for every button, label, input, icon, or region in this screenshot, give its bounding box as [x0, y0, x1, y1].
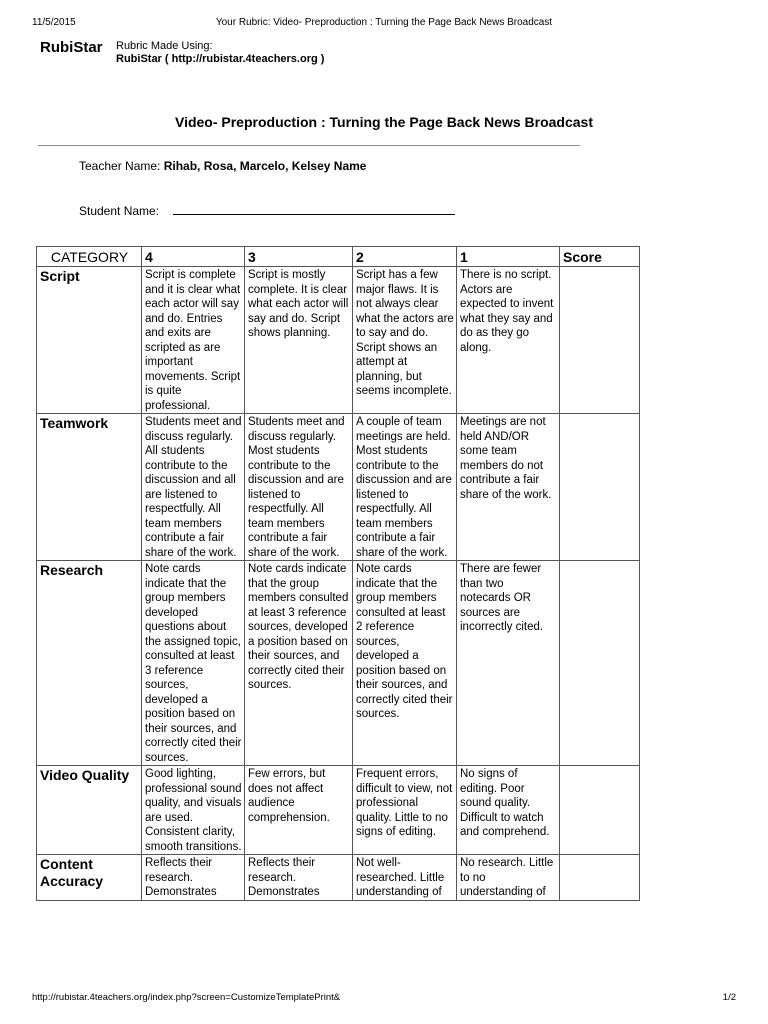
criteria-cell: Reflects their research. Demonstrates: [142, 855, 245, 901]
header-level-2: 2: [353, 247, 457, 267]
brand-logo: RubiStar: [40, 39, 103, 56]
table-row: [37, 855, 640, 901]
criteria-cell: Few errors, but does not affect audience comprehension.: [245, 766, 353, 855]
criteria-cell: Note cards indicate that the group members consulted at least 3 reference sources, developed a position based on their sources, and correctly cited their sources.: [245, 561, 353, 766]
made-using: [116, 40, 324, 66]
criteria-cell: Script is mostly complete. It is clear what each actor will say and do. Script shows planning.: [245, 267, 353, 414]
table-row: [37, 561, 640, 766]
header-score: Score: [560, 247, 640, 267]
teacher-name-row: [79, 159, 366, 173]
score-cell: [560, 855, 640, 901]
criteria-cell: Reflects their research. Demonstrates: [245, 855, 353, 901]
criteria-cell: Frequent errors, difficult to view, not professional quality. Little to no signs of editing.: [353, 766, 457, 855]
teacher-name-label: Teacher Name:: [79, 159, 161, 173]
criteria-cell: There are fewer than two notecards OR sources are incorrectly cited.: [457, 561, 560, 766]
category-cell: Script: [37, 267, 142, 414]
table-header-row: [37, 247, 640, 267]
criteria-cell: Note cards indicate that the group members developed questions about the assigned topic, consulted at least 3 reference sources, developed a position based on their sources, and correctly cited their sources.: [142, 561, 245, 766]
criteria-cell: No research. Little to no understanding of: [457, 855, 560, 901]
table-row: [37, 414, 640, 561]
rubric-table: [36, 246, 640, 901]
criteria-cell: Meetings are not held AND/OR some team members do not contribute a fair share of the work.: [457, 414, 560, 561]
criteria-cell: Students meet and discuss regularly. All students contribute to the discussion and all are listened to respectfully. All team members contribute a fair share of the work.: [142, 414, 245, 561]
print-header: [32, 17, 736, 31]
header-category: CATEGORY: [37, 247, 142, 267]
criteria-cell: There is no script. Actors are expected to invent what they say and do as they go along.: [457, 267, 560, 414]
category-cell: Content Accuracy: [37, 855, 142, 901]
criteria-cell: Script has a few major flaws. It is not always clear what the actors are to say and do. Script shows an attempt at planning, but seems incomplete.: [353, 267, 457, 414]
score-cell: [560, 267, 640, 414]
student-name-row: [79, 203, 455, 218]
criteria-cell: Students meet and discuss regularly. Most students contribute to the discussion and are listened to respectfully. All team members contribute a fair share of the work.: [245, 414, 353, 561]
criteria-cell: Not well-researched. Little understanding of: [353, 855, 457, 901]
teacher-name-value: Rihab, Rosa, Marcelo, Kelsey Name: [163, 159, 367, 173]
criteria-cell: No signs of editing. Poor sound quality. Difficult to watch and comprehend.: [457, 766, 560, 855]
title-divider: [38, 145, 580, 146]
header-level-3: 3: [245, 247, 353, 267]
rubistar-link[interactable]: RubiStar ( http://rubistar.4teachers.org ): [116, 53, 325, 65]
print-date: 11/5/2015: [32, 17, 76, 28]
header-level-4: 4: [142, 247, 245, 267]
header-level-1: 1: [457, 247, 560, 267]
category-cell: Teamwork: [37, 414, 142, 561]
footer-url: http://rubistar.4teachers.org/index.php?screen=CustomizeTemplatePrint&: [32, 992, 341, 1003]
score-cell: [560, 414, 640, 561]
student-name-label: Student Name:: [79, 204, 160, 218]
criteria-cell: A couple of team meetings are held. Most students contribute to the discussion and are listened to respectfully. All team members contribute a fair share of the work.: [353, 414, 457, 561]
print-page-title: Your Rubric: Video- Preproduction : Turning the Page Back News Broadcast: [215, 17, 553, 28]
page-number: 1/2: [722, 992, 736, 1003]
made-using-label: Rubric Made Using:: [116, 40, 213, 52]
score-cell: [560, 561, 640, 766]
score-cell: [560, 766, 640, 855]
criteria-cell: Good lighting, professional sound quality, and visuals are used. Consistent clarity, smooth transitions.: [142, 766, 245, 855]
category-cell: Video Quality: [37, 766, 142, 855]
table-row: [37, 267, 640, 414]
table-row: [37, 766, 640, 855]
rubric-title: Video- Preproduction : Turning the Page Back News Broadcast: [174, 114, 593, 130]
category-cell: Research: [37, 561, 142, 766]
criteria-cell: Script is complete and it is clear what each actor will say and do. Entries and exits are scripted as are important movements. Script is quite professional.: [142, 267, 245, 414]
student-name-blank: [173, 203, 455, 215]
criteria-cell: Note cards indicate that the group members consulted at least 2 reference sources, developed a position based on their sources, and correctly cited their sources.: [353, 561, 457, 766]
